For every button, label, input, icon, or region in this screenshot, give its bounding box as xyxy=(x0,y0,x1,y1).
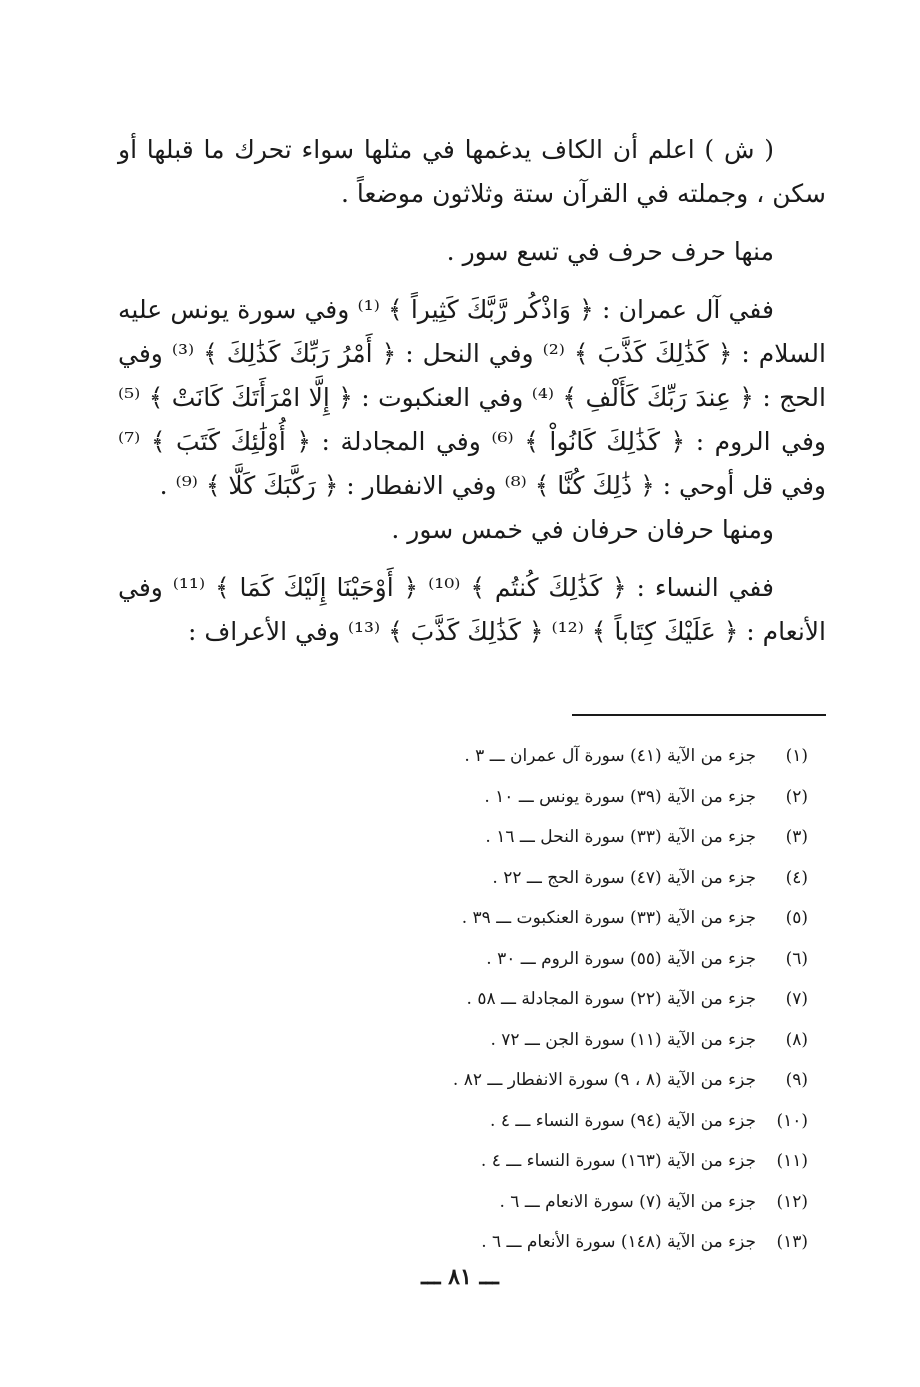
footnote-text: جزء من الآية (٤٧) سورة الحج ـــ ٢٢ . xyxy=(492,867,756,888)
footnote-text: جزء من الآية (٣٣) سورة العنكبوت ـــ ٣٩ . xyxy=(461,908,756,928)
footnote-text: جزء من الآية (١٤٨) سورة الأنعام ـــ ٦ . xyxy=(481,1232,756,1252)
footnote-number: (١١) xyxy=(776,1151,808,1171)
footnote-item xyxy=(328,1060,808,1101)
footnote-item xyxy=(328,1141,808,1182)
paragraph-double-letters-heading xyxy=(118,508,826,552)
footnote-number: (١) xyxy=(785,746,808,766)
footnote-text: جزء من الآية (٣٩) سورة يونس ـــ ١٠ . xyxy=(484,786,756,807)
footnote-text: جزء من الآية (٤١) سورة آل عمران ـــ ٣ . xyxy=(464,746,756,766)
footnote-number: (٥) xyxy=(785,908,808,928)
footnote-item xyxy=(328,1222,808,1263)
footnote-text: جزء من الآية (١٦٣) سورة النساء ـــ ٤ . xyxy=(480,1151,756,1171)
paragraph-intro xyxy=(118,128,826,216)
footnote-number: (١٢) xyxy=(776,1191,808,1212)
footnote-item xyxy=(328,817,808,858)
footnote-item xyxy=(328,979,808,1020)
footnote-text: جزء من الآية (٢٢) سورة المجادلة ـــ ٥٨ . xyxy=(466,989,756,1009)
main-text xyxy=(118,128,826,654)
footnote-item xyxy=(328,1020,808,1061)
footnote-item xyxy=(328,1182,808,1223)
footnote-number: (٨) xyxy=(785,1029,808,1050)
footnote-item xyxy=(328,939,808,980)
footnote-text: جزء من الآية (٣٣) سورة النحل ـــ ١٦ . xyxy=(485,827,756,847)
footnote-item xyxy=(328,736,808,777)
footnote-item xyxy=(328,858,808,899)
footnote-text: جزء من الآية (١١) سورة الجن ـــ ٧٢ . xyxy=(490,1029,756,1050)
footnote-text: جزء من الآية (٧) سورة الانعام ـــ ٦ . xyxy=(499,1191,756,1212)
footnotes xyxy=(328,736,808,1263)
footnote-text: جزء من الآية (٥٥) سورة الروم ـــ ٣٠ . xyxy=(486,948,756,969)
footnote-text: جزء من الآية (٩٤) سورة النساء ـــ ٤ . xyxy=(490,1110,756,1131)
paragraph-single-letters-list xyxy=(118,288,826,508)
paragraph-double-letters-heading-text: ومنها حرفان حرفان في خمس سور . xyxy=(391,515,774,544)
footnote-number: (٣) xyxy=(785,827,808,847)
paragraph-double-letters-list-text: ففي النساء : ﴿ كَذَٰلِكَ كُنتُم ﴾ ⁽¹⁰⁾ ﴿ أَوْحَيْنَا إِلَيْكَ كَمَا ﴾ ⁽¹¹⁾ وفي الأنعام : ﴿ عَلَيْكَ كِتَاباً ﴾ ⁽¹²⁾ ﴿ كَذَٰلِكَ كَذَّبَ ﴾ ⁽¹³⁾ وفي الأعراف : xyxy=(118,573,826,646)
footnote-item xyxy=(328,777,808,818)
footnote-item xyxy=(328,898,808,939)
paragraph-single-letters-heading-text: منها حرف حرف في تسع سور . xyxy=(446,237,774,266)
footnote-number: (٧) xyxy=(785,989,808,1009)
paragraph-double-letters-list xyxy=(118,566,826,654)
paragraph-single-letters-list-text: ففي آل عمران : ﴿ وَاذْكُر رَّبَّكَ كَثِيراً ﴾ ⁽¹⁾ وفي سورة يونس عليه السلام : ﴿ كَذَٰلِكَ كَذَّبَ ﴾ ⁽²⁾ وفي النحل : ﴿ أَمْرُ رَبِّكَ كَذَٰلِكَ ﴾ ⁽³⁾ وفي الحج : ﴿ عِندَ رَبِّكَ كَأَلْفِ ﴾ ⁽⁴⁾ وفي العنكبوت : ﴿ إِلَّا امْرَأَتَكَ كَانَتْ ﴾ ⁽⁵⁾ وفي الروم : ﴿ كَذَٰلِكَ كَانُواْ ﴾ ⁽⁶⁾ وفي المجادلة : ﴿ أُوْلَٰئِكَ كَتَبَ ﴾ ⁽⁷⁾ وفي قل أوحي : ﴿ ذَٰلِكَ كُنَّا ﴾ ⁽⁸⁾ وفي الانفطار : ﴿ رَكَّبَكَ كَلَّا ﴾ ⁽⁹⁾ . xyxy=(118,295,826,500)
paragraph-single-letters-heading xyxy=(118,230,826,274)
footnote-text: جزء من الآية (٨ ، ٩) سورة الانفطار ـــ ٨٢ . xyxy=(452,1070,756,1090)
footnote-divider xyxy=(572,714,826,716)
footnote-number: (٢) xyxy=(785,786,808,807)
footnote-number: (١٣) xyxy=(776,1232,808,1252)
footnote-number: (٦) xyxy=(785,948,808,969)
footnote-item xyxy=(328,1101,808,1142)
footnote-number: (١٠) xyxy=(776,1110,808,1131)
paragraph-intro-text: ( ش ) اعلم أن الكاف يدغمها في مثلها سواء تحرك ما قبلها أو سكن ، وجملته في القرآن ستة وثلاثون موضعاً . xyxy=(118,135,826,208)
page-number: ـــ ٨١ ـــ xyxy=(421,1264,499,1290)
footnote-number: (٤) xyxy=(785,867,808,888)
footnote-number: (٩) xyxy=(785,1070,808,1090)
